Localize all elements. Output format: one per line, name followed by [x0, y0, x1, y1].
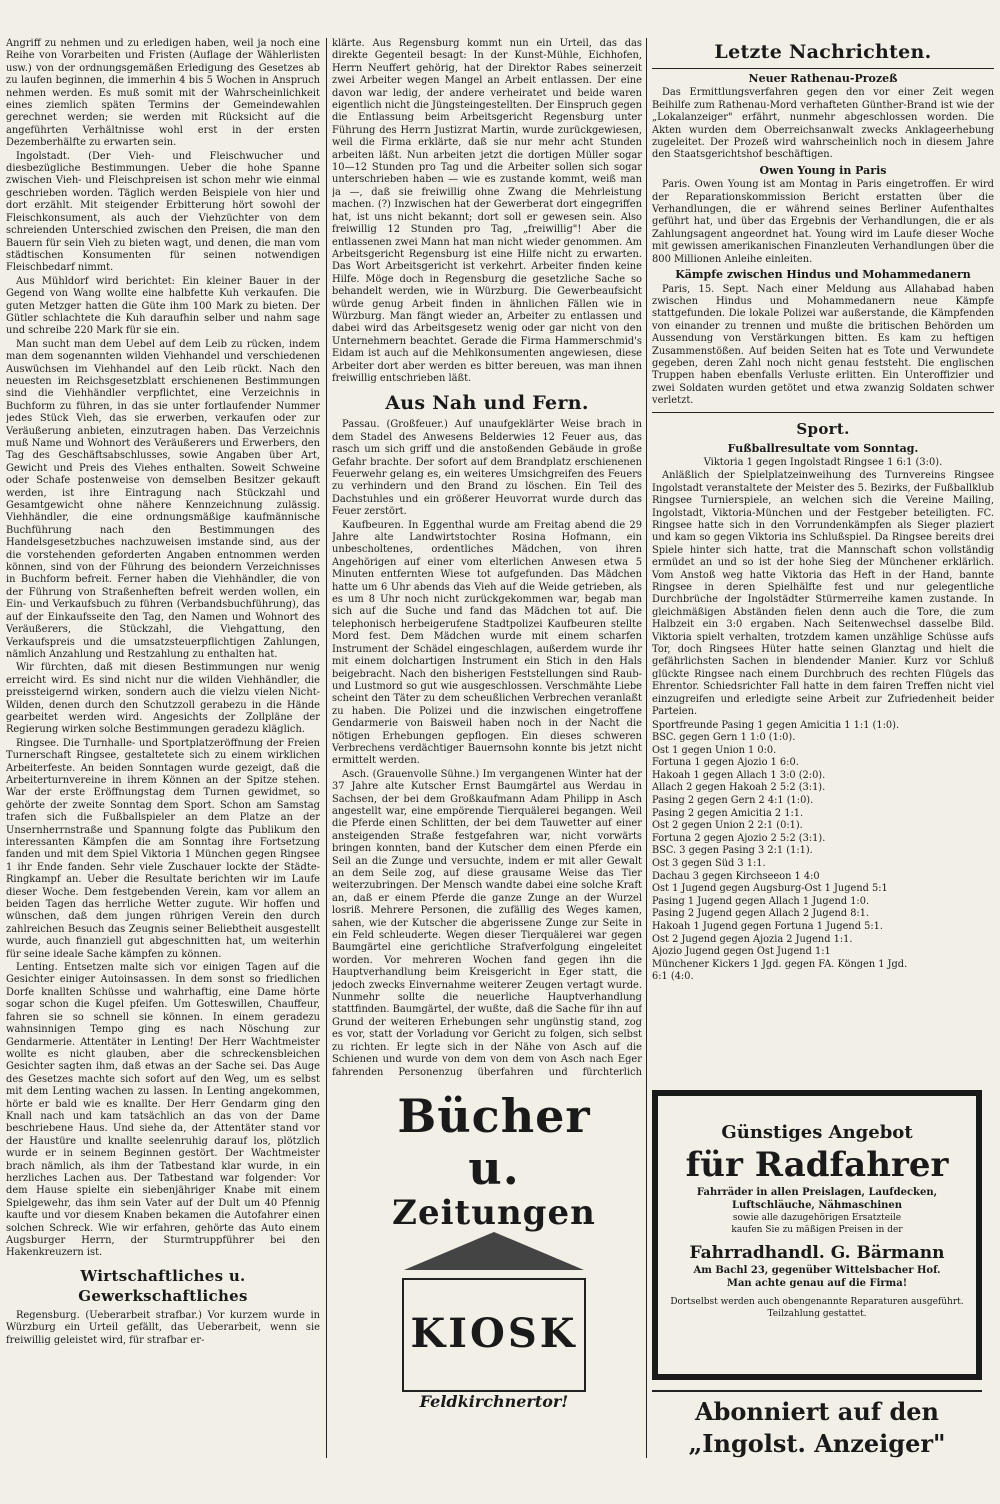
subscription-advertisement [652, 1390, 982, 1462]
kiosk-advertisement [369, 1090, 619, 1430]
ad-text: Dortselbst werden auch obengenannte Reparaturen ausgeführt. Teilzahlung gestattet. [670, 1297, 964, 1319]
section-heading: Aus Nah und Fern. [385, 392, 589, 415]
article-paragraph: Asch. (Grauenvolle Sühne.) Im vergangenen Winter hat der 37 Jahre alte Kutscher Ernst Baumgärtel aus Werdau in Sachsen, der bei dem Großkaufmann Adam Philipp in Asch angestellt war, eine empörende Tierquälerei begangen. Weil die Pferde einen Schlitten, der bei dem Tauwetter auf einer ansteigenden Straße festgefahren war, nicht vorwärts bringen konnten, band der Kutscher dem einen Pferde ein Seil an die Zunge und versuchte, indem er mit aller Gewalt an dem Seile zog, auf diese grausame Weise das Tier weiterzubringen. Der Mensch wandte dabei eine solche Kraft an, daß er einem Pferde die ganze Zunge an der Wurzel losriß. Mehrere Personen, die zufällig des Weges kamen, sahen, wie der Kutscher die abgerissene Zunge zur Seite in ein Feld schleuderte. Wegen dieser Tierquälerei war gegen Baumgärtel eine gerichtliche Strafverfolgung eingeleitet worden. Vor mehreren Wochen fand gegen ihn die Hauptverhandlung beim Kreisgericht in Eger statt, die jedoch zwecks Einvernahme weiterer Zeugen vertagt wurde. Nunmehr sollte die neuerliche Hauptverhandlung stattfinden. Baumgärtel, der wußte, daß die Sache für ihn auf Grund der weiteren Erhebungen sehr ungünstig stand, zog es vor, statt der Vorladung vor Gericht zu folgen, sich selbst zu richten. Er legte sich in der Nähe von Asch auf die Schienen und wurde von dem von dem von Asch nach Eger fahrenden Personenzug überfahren und fürchterlich [332, 768, 642, 1078]
result-line: Allach 2 gegen Hakoah 2 5:2 (3:1). [652, 782, 826, 794]
section-heading: Sport. [796, 419, 850, 438]
article-paragraph: Das Ermittlungsverfahren gegen den vor einer Zeit wegen Beihilfe zum Rathenau-Mord verhafteten Günther-Brand ist wie der „Lokalanzeiger" erfährt, nunmehr abgeschlossen worden. Die Akten wurden dem Oberreichsanwalt zwecks Anklageerhebung zugeleitet. Der Prozeß wird wahrscheinlich noch in diesem Jahre den Staatsgerichtshof beschäftigen. [652, 87, 994, 161]
article-paragraph: Man sucht man dem Uebel auf dem Leib zu rücken, indem man dem sogenannten wilden Viehhandel und verschiedenen Auswüchsen im Viehhandel auf den Leib rückt. Nach den neuesten im Reichsgesetzblatt erschienenen Bestimmungen sind die Viehhändler verpflichtet, eine Verzeichnis in Buchform zu führen, in das sie unter fortlaufender Nummer jedes Stück Vieh, das sie erwerben, verkaufen oder zur Veräußerung anbieten, einzutragen haben. Das Verzeichnis muß Name und Wohnort des Veräußerers und Erwerbers, den Tag des Geschäftsabschlusses, sowie Angaben über Art, Gewicht und Preis des Viehes enthalten. Soweit Schweine oder Schafe postenweise von demselben Besitzer gekauft werden, ist ihre Eintragung nach Stückzahl und Gesamtgewicht ohne nähere Kennzeichnung zulässig. Viehhändler, die eine ordnungsmäßige kaufmännische Buchführung nach den Bestimmungen des Handelsgesetzbuches nachzuweisen imstande sind, aus der die vorstehenden geforderten Angaben entnommen werden können, sind von der Führung des beiondern Verzeichnisses in Buchform befreit. Ferner haben die Viehhändler, die von der Führung von Straßenheften befreit werden wollen, ein Ein- und Verkaufsbuch zu führen (Verbandsbuchführung), das auf der Einkaufsseite den Tag, den Namen und Wohnort des Veräußerers, die Stückzahl, die Viehgattung, den Verkaufspreis und die umsatzsteuerpflichtigen Zahlungen, nämlich Anzahlung und Restzahlung zu enthalten hat. [6, 338, 320, 660]
result-line: Münchener Kickers 1 Jgd. gegen FA. Köngen 1 Jgd. [652, 958, 908, 970]
kiosk-illustration [402, 1278, 586, 1392]
ad-text: sowie alle dazugehörigen Ersatzteile [732, 1213, 902, 1223]
article-paragraph: Passau. (Großfeuer.) Auf unaufgeklärter Weise brach in dem Stadel des Anwesens Belderwies 12 Feuer aus, das rasch um sich griff und die anstoßenden Gebäude in große Gefahr brachte. Der sofort auf dem Brandplatz erschienenen Feuerwehr gelang es, ein weiteres Umsichgreifen des Feuers zu verhindern und den Brand zu löschen. Ein Teil des Dachstuhles und ein größerer Heuvorrat wurde durch das Feuer zerstört. [332, 419, 642, 518]
result-line: Dachau 3 gegen Kirchseeon 1 4:0 [652, 870, 820, 882]
ad-headline: „Ingolst. Anzeiger" [688, 1429, 946, 1458]
ad-text: Fahrräder in allen Preislagen, Laufdecken, Luftschläuche, Nähmaschinen [696, 1187, 938, 1211]
section-heading: Letzte Nachrichten. [714, 41, 932, 63]
result-line: Hakoah 1 gegen Allach 1 3:0 (2:0). [652, 769, 826, 781]
bicycle-shop-advertisement [652, 1090, 982, 1380]
article-paragraph: Kaufbeuren. In Eggenthal wurde am Freitag abend die 29 Jahre alte Landwirtstochter Rosina Hofmann, ein unbescholtenes, ordentliches Mädchen, von ihren Angehörigen auf einer vom elterlichen Anwesen etwa 5 Minuten entfernten Wiese tot aufgefunden. Das Mädchen hatte um 6 Uhr abends das Vieh auf die Weide getrieben, als es um 8 Uhr noch nicht zurückgekommen war, begab man sich auf die Suche und fand das Mädchen tot auf. Die telephonisch herbeigerufene Stadtpolizei Kaufbeuren stellte Mord fest. Dem Mädchen wurde mit einem scharfen Instrument der Schädel eingeschlagen, außerdem wurde ihr mit einem dolchartigen Instrument ein Stich in den Hals beigebracht. Nach den bisherigen Feststellungen sind Raub- und Lustmord so gut wie ausgeschlossen. Verschmähte Liebe scheint den Täter zu dem scheußlichen Verbrechen veranlaßt zu haben. Die Polizei und die inzwischen eingetroffene Gendarmerie von Baisweil haben noch in der Nacht die nötigen Erhebungen gepflogen. Ein dieses schweren Verbrechens verdächtiger Bauernsohn konnte bis jetzt nicht ermittelt werden. [332, 519, 642, 767]
ad-location: Feldkirchnertor! [419, 1392, 569, 1411]
result-line: 6:1 (4:0. [652, 971, 694, 983]
result-line: Pasing 2 Jugend gegen Allach 2 Jugend 8:1. [652, 908, 870, 920]
article-paragraph: Wir fürchten, daß mit diesen Bestimmungen nur wenig erreicht wird. Es sind nicht nur die wilden Viehhändler, die preissteigernd wirken, sondern auch die vielzu vielen Nicht-Wilden, denen durch den Schutzzoll gerabezu in die Hände gearbeitet werden wird. Angesichts der Zollpläne der Regierung wirken solche Bestimmungen geradezu kläglich. [6, 662, 320, 736]
result-line: Ost 2 gegen Union 2 2:1 (0:1). [652, 820, 803, 832]
divider [652, 412, 994, 413]
article-subheading: Owen Young in Paris [759, 163, 887, 177]
article-paragraph: Ingolstadt. (Der Vieh- und Fleischwucher und diesbezügliche Bestimmungen. Ueber die hohe Spanne zwischen Vieh- und Fleischpreisen ist schon mehr wie einmal geschrieben worden. Täglich werden Beispiele von hier und dort erzählt. Mit steigender Erbitterung hört sowohl der Fleischkonsument, als auch der Viehzüchter von dem schreienden Unterschied zwischen den Preisen, die man den Bauern für sein Vieh zu bieten wagt, und denen, die man vom städtischen Konsumenten für seinen notwendigen Fleischbedarf nimmt. [6, 150, 320, 274]
result-line: Ost 2 Jugend gegen Ajozia 2 Jugend 1:1. [652, 933, 853, 945]
section-heading: Wirtschaftliches u. Gewerkschaftliches [78, 1266, 248, 1305]
ad-text: Man achte genau auf die Firma! [726, 1278, 908, 1289]
ad-headline: Zeitungen [392, 1193, 596, 1233]
result-line: Fortuna 2 gegen Ajozio 2 5:2 (3:1). [652, 832, 826, 844]
column-rule [326, 38, 327, 1458]
ad-title: Günstiges Angebot [721, 1122, 913, 1143]
article-paragraph: Angriff zu nehmen und zu erledigen haben, weil ja noch eine Reihe von Vorarbeiten und Fristen (Auflage der Wählerlisten usw.) von der ordnungsgemäßen Erledigung des Gesetzes ab zu laufen beginnen, die immerhin 4 bis 5 Wochen in Anspruch nehmen werden. Es muß somit mit der Wahrscheinlichkeit eines ziemlich späten Termins der Gemeindewahlen gerechnet werden; sie werden mit Rücksicht auf die angeführten Verhältnisse wohl erst in der ersten Dezemberhälfte zu erwarten sein. [6, 38, 320, 149]
result-line: BSC. gegen Gern 1 1:0 (1:0). [652, 732, 796, 744]
divider [652, 68, 994, 69]
result-line: Ost 1 gegen Union 1 0:0. [652, 744, 777, 756]
article-subheading: Kämpfe zwischen Hindus und Mohammedanern [675, 268, 971, 282]
ad-headline: für Radfahrer [685, 1145, 949, 1185]
article-paragraph: Paris, 15. Sept. Nach einer Meldung aus Allahabad haben zwischen Hindus und Mohammedanern neue Kämpfe stattgefunden. Die lokale Polizei war außerstande, die Kämpfenden von einander zu trennen und mußte die britischen Behörden um Aussendung von Verstärkungen bitten. Es kam zu heftigen Zusammenstößen. Auf beiden Seiten hat es Tote und Verwundete gegeben, deren Zahl noch nicht genau feststeht. Die englischen Truppen haben ebenfalls Verluste erlitten. Ein Unteroffizier und zwei Soldaten wurden getötet und etwa zwanzig Soldaten schwer verletzt. [652, 283, 994, 407]
column-left [6, 38, 320, 1458]
result-line: Fortuna 1 gegen Ajozio 1 6:0. [652, 757, 799, 769]
article-paragraph: klärte. Aus Regensburg kommt nun ein Urteil, das das direkte Gegenteil besagt: In der Kunst-Mühle, Eichhofen, Herrn Neuffert gehörig, hat der Direktor Rabes seinerzeit zwei Arbeiter wegen Mangel an Arbeit entlassen. Der eine davon war ledig, der andere verheiratet und beide waren eigentlich nicht die Jüngsteingestellten. Der Einspruch gegen die Entlassung beim Arbeitsgericht Regensburg unter Führung des Herrn Justizrat Martin, wurde zurückgewiesen, weil die Firma erklärte, daß sie nur mehr acht Stunden arbeiten läßt. Nun arbeiten jetzt die dortigen Müller sogar 10—12 Stunden pro Tag und die Arbeiter sollen sich sogar unterschrieben haben — wie es zustande kommt, weiß man ja —, daß sie freiwillig ohne Zwang die Mehrleistung machen. (?) Inzwischen hat der Gewerberat dort eingegriffen hat, ist uns nicht bekannt; dort soll er gewesen sein. Also freiwillig 12 Stunden pro Tag, „freiwillig"! Aber die entlassenen zwei Mann hat man nicht wieder genommen. Am Arbeitsgericht Regensburg ist eine Hilfe nicht zu erwarten. Das Wort Arbeitsgericht ist verkehrt. Arbeiter finden keine Hilfe. Möge doch in Regensburg die gesetzliche Sache so behandelt werden, wie in Würzburg. Die Gewerbeaufsicht würde genug Arbeit finden in ähnlichen Fällen wie in Würzburg. Man fängt wieder an, Arbeiter zu entlassen und dabei wird das Arbeitsgesetz wenig oder gar nicht von den Unternehmern beachtet. Gerade die Firma Hammerschmid's Eidam ist auch auf die Mehlkonsumenten angewiesen, diese Arbeiter dort aber werden es bitter bereuen, was man ihnen freiwillig entschrieben läßt. [332, 38, 642, 384]
ad-address: Am Bachl 23, gegenüber Wittelsbacher Hof. [693, 1265, 941, 1276]
ad-shop-name: Fahrradhandl. G. Bärmann [689, 1243, 945, 1263]
column-right [652, 38, 994, 1083]
article-paragraph: Paris. Owen Young ist am Montag in Paris eingetroffen. Er wird der Reparationskommission Bericht erstatten über die Verhandlungen, die er während seines Berliner Aufenthaltes geführt hat, und über das Ergebnis der Verhandlungen, die er als Zahlungsagent angeordnet hat. Young wird im Laufe dieser Woche mit gewissen amerikanischen Finanzleuten Verhandlungen über die 800 Millionen Anleihe einleiten. [652, 179, 994, 265]
column-middle [332, 38, 642, 1078]
result-line: Ajozio Jugend gegen Ost Jugend 1:1 [652, 946, 831, 958]
result-line: BSC. 3 gegen Pasing 3 2:1 (1:1). [652, 845, 813, 857]
result-line: Ost 1 Jugend gegen Augsburg-Ost 1 Jugend 5:1 [652, 883, 888, 895]
article-subheading: Neuer Rathenau-Prozeß [748, 72, 898, 85]
kiosk-roof-shape [404, 1232, 584, 1270]
result-line: Hakoah 1 Jugend gegen Fortuna 1 Jugend 5:1. [652, 921, 883, 932]
result-line: Pasing 1 Jugend gegen Allach 1 Jugend 1:0. [652, 895, 870, 907]
ad-text: kaufen Sie zu mäßigen Preisen in der [731, 1225, 903, 1235]
result-line: Pasing 2 gegen Amicitia 2 1:1. [652, 807, 804, 819]
column-rule [646, 38, 647, 1458]
article-paragraph: Anläßlich der Spielplatzeinweihung des Turnvereins Ringsee Ingolstadt veranstaltete der Meister des 5. Bezirks, der Fußballklub Ringsee Turnierspiele, an welchen sich die Vereine Mailing, Ingolstadt, Viktoria-München und der Festgeber beteiligten. FC. Ringsee hatte sich in den Vorrundenkämpfen als Sieger plaziert und kam so gegen Viktoria ins Schlußspiel. Da Ringsee bereits drei Spiele hinter sich hatte, trat die Mannschaft schon vollständig ermüdet an und so ist der hohe Sieg der Münchener erklärlich. Vom Anstoß weg hatte Viktoria das Heft in der Hand, bannte Ringsee in deren Spielhälfte fest und nur gelegentliche Durchbrüche der Ingolstädter Stürmerreihe kamen zustande. In gleichmäßigen Abständen fielen denn auch die Tore, die zum Halbzeit ein 3:0 ergaben. Nach Seitenwechsel dasselbe Bild. Viktoria spielt verhalten, trotzdem kamen unzählige Schüsse aufs Tor, doch Ringsees Hüter hatte seinen Glanztag und hielt die gefährlichsten Sachen in blendender Manier. Kurz vor Schluß glückte Ringsee nach einem Durchbruch des rechten Flügels das Ehrentor. Schiedsrichter Fall hatte in dem fairen Treffen nicht viel einzugreifen und erledigte seine Arbeit zur Zufriedenheit beider Parteien. [652, 470, 994, 718]
article-paragraph: Aus Mühldorf wird berichtet: Ein kleiner Bauer in der Gegend von Wang wollte eine halbfette Kuh verkaufen. Die guten Metzger hatten die Güte ihm 100 Mark zu bieten. Der Gütler schlachtete die Kuh daraufhin selber und nahm sage und schreibe 220 Mark für sie ein. [6, 275, 320, 337]
result-line: Ost 3 gegen Süd 3 1:1. [652, 858, 766, 870]
article-paragraph: Ringsee. Die Turnhalle- und Sportplatzeröffnung der Freien Turnerschaft Ringsee, gestaltetete sich zu einem wirklichen Arbeiterfeste. An beiden Sonntagen wurde gezeigt, daß die Arbeiterturnvereine in ihrem Können an der Spitze stehen. War der erste Eröffnungstag dem Turnen gewidmet, so gehörte der zweite Sonntag dem Sport. Schon am Samstag trafen sich die Fußballspieler an dem Platze an der Unsernherrnstraße und Spannung folgte das Publikum den interessanten Kämpfen die am Sonntag ihre Fortsetzung fanden und mit dem Spiel Viktoria 1 München gegen Ringsee 1 ihr Ende fanden. Sehr viele Zuschauer lockte der Städte-Ringkampf an. Ueber die Resultate berichten wir im Laufe dieser Woche. Dem festgebenden Verein, kam vor allem an beiden Tagen das herrliche Wetter zugute. Wir hoffen und wünschen, daß dem jungen rührigen Verein den durch zahlreichen Besuch das Zeugnis seiner Beliebtheit ausgestellt wurde, auch finanziell gut abgeschnitten hat, um weiterhin für seine ideale Sache kämpfen zu können. [6, 737, 320, 960]
ad-headline: Bücher u. [397, 1089, 591, 1195]
result-line: Pasing 2 gegen Gern 2 4:1 (1:0). [652, 795, 814, 807]
result-line: Sportfreunde Pasing 1 gegen Amicitia 1 1:1 (1:0). [652, 719, 900, 731]
article-paragraph: Regensburg. (Ueberarbeit strafbar.) Vor kurzem wurde in Würzburg ein Urteil gefällt, das Ueberarbeit, wenn sie freiwillig geleistet wird, für strafbar er- [6, 1309, 320, 1346]
kiosk-label: KIOSK [410, 1310, 578, 1357]
result-line: Viktoria 1 gegen Ingolstadt Ringsee 1 6:1 (3:0). [703, 456, 943, 468]
ad-headline: Abonniert auf den [695, 1397, 939, 1426]
results-list [652, 720, 994, 984]
article-paragraph: Lenting. Entsetzen malte sich vor einigen Tagen auf die Gesichter einiger Autoinsassen. In dem sonst so friedlichen Dorfe knallten Schüsse und wahrhaftig, eine Dame hörte sogar schon die Kugel pfeifen. Um Gotteswillen, Chauffeur, fahren sie so schnell sie können. In einem geradezu wahnsinnigen Tempo ging es nach Nöschung zur Gendarmerie. Attentäter in Lenting! Der Herr Wachtmeister wollte es nicht glauben, aber die schreckensbleichen Gesichter sagten ihm, daß etwas an der Sache sei. Das Auge des Gesetzes machte sich sofort auf den Weg, um es selbst mit dem Lenting wachen zu lassen. In Lenting angekommen, hörte er bald wie es knallte. Der Herr Gendarm ging den Knall nach und kam tatsächlich an das von der Dame beschriebene Haus. Und siehe da, der Attentäter stand vor der Haustüre und knallte seelenruhig darauf los, plötzlich wurde er in seinem Beginnen gestört. Der Wachtmeister brach nämlich, als ihm der Tatbestand klar wurde, in ein herzliches Lachen aus. Der Tatbestand war folgender: Vor dem Hause spielte ein siebenjähriger Knabe mit einem Spielgewehr, das ihm sein Vater auf der Dult um 40 Pfennig kaufte und vor diesem Knaben bekamen die Autofahrer einen solchen Schreck. Wie wir erfahren, gehörte das Auto einem Augsburger Herrn, der Sturmtruppführer bei den Hakenkreuzern ist. [6, 962, 320, 1259]
article-subheading: Fußballresultate vom Sonntag. [727, 441, 919, 455]
